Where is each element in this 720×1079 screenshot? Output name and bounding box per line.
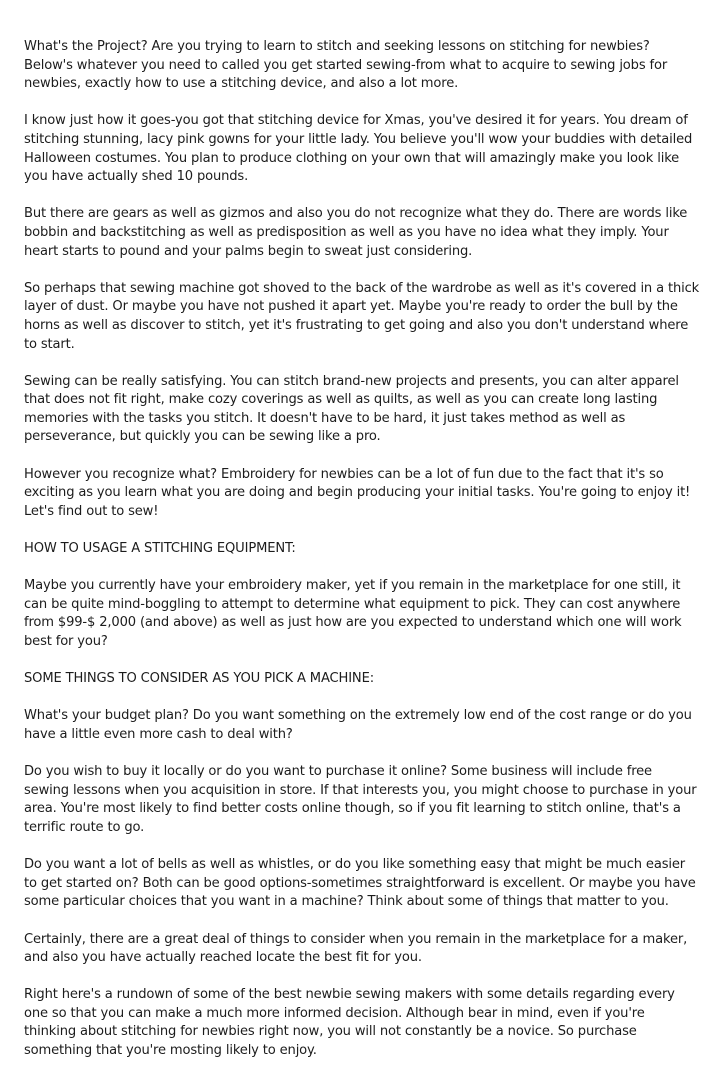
section-heading-how-to-use: HOW TO USAGE A STITCHING EQUIPMENT: bbox=[24, 541, 296, 557]
sewing-satisfying-paragraph: Sewing can be really satisfying. You can stitch brand-new projects and presents, you can alter apparel that does not fit right, make cozy coverings as well as quilts, as well as you can create long lasting memories with the tasks you stitch. It doesn't have to be hard, it just takes method as well as perseverance, but quickly you can be sewing like a pro. bbox=[24, 373, 679, 445]
buy-local-online-paragraph: Do you wish to buy it locally or do you want to purchase it online? Some business will include free sewing lessons when you acquisition in store. If that interests you, you might choose to purchase in your area. You're most likely to find better costs online though, so if you fit learning to stitch online, that's a terrific route to go. bbox=[24, 764, 697, 835]
christmas-machine-paragraph: I know just how it goes-you got that stitching device for Xmas, you've desired it for years. You dream of stitching stunning, lacy pink gowns for your little lady. You believe you'll wow your buddies with detailed Halloween costumes. You plan to produce clothing on your own that will amazingly make you look like you have actually shed 10 pounds. bbox=[24, 113, 693, 185]
section-heading-things-to-consider: SOME THINGS TO CONSIDER AS YOU PICK A MACHINE: bbox=[24, 671, 374, 687]
gears-gizmos-paragraph: But there are gears as well as gizmos and also you do not recognize what they do. There are words like bobbin and backstitching as well as predisposition as well as you have no idea what they imply. Your heart starts to pound and your palms begin to sweat just considering. bbox=[24, 206, 688, 259]
choosing-machine-paragraph: Maybe you currently have your embroidery maker, yet if you remain in the marketplace for one still, it can be quite mind-boggling to attempt to determine what equipment to pick. They can cost anywhere from $99-$ 2,000 (and above) as well as just how are you expected to understand which one will work best for you? bbox=[24, 578, 682, 649]
budget-paragraph: What's your budget plan? Do you want something on the extremely low end of the cost range or do you have a little even more cash to deal with? bbox=[24, 708, 692, 742]
rundown-paragraph: Right here's a rundown of some of the best newbie sewing makers with some details regarding every one so that you can make a much more informed decision. Although bear in mind, even if you're thinking about stitching for newbies right now, you will not constantly be a novice. So purchase something that you're mosting likely to enjoy. bbox=[24, 987, 675, 1059]
wardrobe-paragraph: So perhaps that sewing machine got shoved to the back of the wardrobe as well as it's covered in a thick layer of dust. Or maybe you have not pushed it apart yet. Maybe you're ready to order the bull by the horns as well as discover to stitch, yet it's frustrating to get going and also you don't understand where to start. bbox=[24, 280, 700, 352]
bells-whistles-paragraph: Do you want a lot of bells as well as whistles, or do you like something easy that might be much easier to get started on? Both can be good options-sometimes straightforward is excellent. Or maybe you have some particular choices that you want in a machine? Think about some of things that matter to you. bbox=[24, 857, 696, 910]
things-to-consider-paragraph: Certainly, there are a great deal of things to consider when you remain in the marketplace for a maker, and also you have actually reached locate the best fit for you. bbox=[24, 931, 688, 966]
intro-paragraph: What's the Project? Are you trying to learn to stitch and seeking lessons on stitching for newbies? Below's whatever you need to called you get started sewing-from what to acquire to sewing jobs for newbies, exactly how to use a stitching device, and also a lot more. bbox=[24, 39, 668, 92]
article-body bbox=[24, 38, 700, 1079]
fun-paragraph: However you recognize what? Embroidery for newbies can be a lot of fun due to the fact that it's so exciting as you learn what you are doing and begin producing your initial tasks. You're going to enjoy it! Let's find out to sew! bbox=[24, 466, 691, 519]
